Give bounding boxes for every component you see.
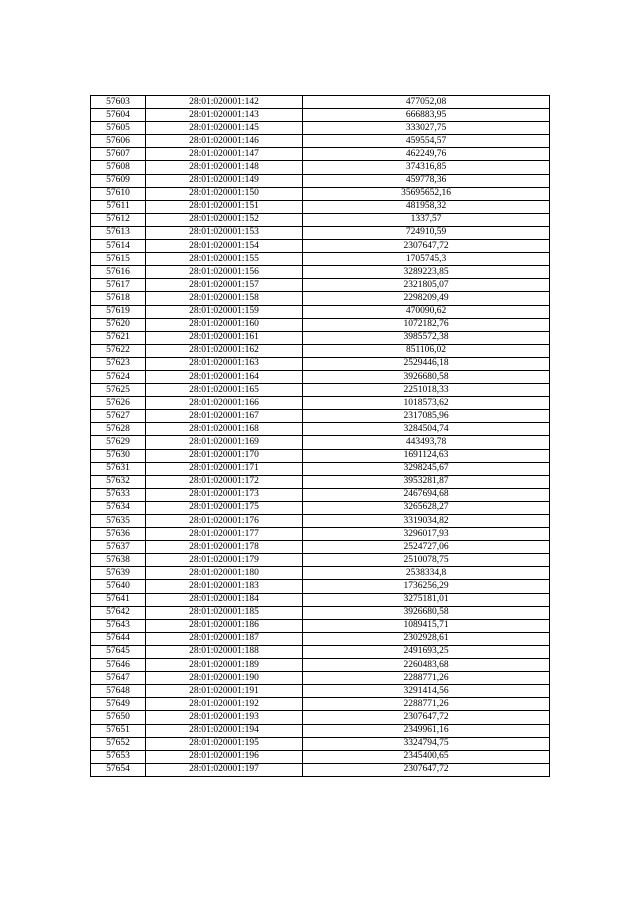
table-row — [91, 318, 550, 331]
row-number-cell: 57640 — [91, 580, 146, 593]
row-number-cell: 57629 — [91, 436, 146, 449]
value-cell: 2288771,26 — [303, 698, 550, 711]
value-cell: 1705745,3 — [303, 253, 550, 266]
value-cell: 1337,57 — [303, 213, 550, 226]
value-cell: 3284504,74 — [303, 423, 550, 436]
row-number-cell: 57609 — [91, 174, 146, 187]
value-cell: 3291414,56 — [303, 685, 550, 698]
row-number-cell: 57621 — [91, 331, 146, 344]
row-number-cell: 57616 — [91, 266, 146, 279]
cadastral-number-cell: 28:01:020001:146 — [146, 135, 303, 148]
value-cell: 2317085,96 — [303, 410, 550, 423]
cadastral-number-cell: 28:01:020001:160 — [146, 318, 303, 331]
value-cell: 3953281,87 — [303, 475, 550, 488]
cadastral-number-cell: 28:01:020001:164 — [146, 370, 303, 383]
row-number-cell: 57627 — [91, 410, 146, 423]
cadastral-number-cell: 28:01:020001:173 — [146, 488, 303, 501]
row-number-cell: 57612 — [91, 213, 146, 226]
table-row — [91, 410, 550, 423]
value-cell: 470090,62 — [303, 305, 550, 318]
row-number-cell: 57607 — [91, 148, 146, 161]
value-cell: 462249,76 — [303, 148, 550, 161]
cadastral-number-cell: 28:01:020001:191 — [146, 685, 303, 698]
row-number-cell: 57641 — [91, 593, 146, 606]
cadastral-value-table — [90, 95, 550, 777]
value-cell: 2298209,49 — [303, 292, 550, 305]
table-row — [91, 370, 550, 383]
table-row — [91, 449, 550, 462]
cadastral-number-cell: 28:01:020001:190 — [146, 672, 303, 685]
cadastral-number-cell: 28:01:020001:170 — [146, 449, 303, 462]
cadastral-number-cell: 28:01:020001:147 — [146, 148, 303, 161]
row-number-cell: 57646 — [91, 659, 146, 672]
table-row — [91, 384, 550, 397]
value-cell: 2321805,07 — [303, 279, 550, 292]
row-number-cell: 57651 — [91, 724, 146, 737]
row-number-cell: 57650 — [91, 711, 146, 724]
row-number-cell: 57649 — [91, 698, 146, 711]
row-number-cell: 57606 — [91, 135, 146, 148]
table-row — [91, 200, 550, 213]
table-row — [91, 96, 550, 109]
cadastral-number-cell: 28:01:020001:184 — [146, 593, 303, 606]
table-row — [91, 436, 550, 449]
row-number-cell: 57619 — [91, 305, 146, 318]
table-row — [91, 462, 550, 475]
table-row — [91, 357, 550, 370]
table-row — [91, 763, 550, 776]
table-row — [91, 593, 550, 606]
cadastral-number-cell: 28:01:020001:151 — [146, 200, 303, 213]
row-number-cell: 57614 — [91, 240, 146, 253]
row-number-cell: 57647 — [91, 672, 146, 685]
cadastral-number-cell: 28:01:020001:189 — [146, 659, 303, 672]
cadastral-number-cell: 28:01:020001:178 — [146, 541, 303, 554]
value-cell: 3275181,01 — [303, 593, 550, 606]
value-cell: 1018573,62 — [303, 397, 550, 410]
value-cell: 3296017,93 — [303, 528, 550, 541]
table-row — [91, 240, 550, 253]
value-cell: 2307647,72 — [303, 711, 550, 724]
table-row — [91, 305, 550, 318]
row-number-cell: 57626 — [91, 397, 146, 410]
row-number-cell: 57653 — [91, 750, 146, 763]
table-row — [91, 174, 550, 187]
row-number-cell: 57624 — [91, 370, 146, 383]
row-number-cell: 57654 — [91, 763, 146, 776]
table-row — [91, 698, 550, 711]
row-number-cell: 57611 — [91, 200, 146, 213]
value-cell: 2491693,25 — [303, 645, 550, 658]
cadastral-number-cell: 28:01:020001:195 — [146, 737, 303, 750]
cadastral-number-cell: 28:01:020001:156 — [146, 266, 303, 279]
cadastral-number-cell: 28:01:020001:179 — [146, 554, 303, 567]
cadastral-number-cell: 28:01:020001:159 — [146, 305, 303, 318]
row-number-cell: 57630 — [91, 449, 146, 462]
value-cell: 2307647,72 — [303, 240, 550, 253]
row-number-cell: 57617 — [91, 279, 146, 292]
row-number-cell: 57622 — [91, 344, 146, 357]
value-cell: 2529446,18 — [303, 357, 550, 370]
value-cell: 3926680,58 — [303, 370, 550, 383]
row-number-cell: 57644 — [91, 632, 146, 645]
row-number-cell: 57633 — [91, 488, 146, 501]
value-cell: 2349961,16 — [303, 724, 550, 737]
cadastral-number-cell: 28:01:020001:155 — [146, 253, 303, 266]
table-row — [91, 672, 550, 685]
table-row — [91, 122, 550, 135]
cadastral-number-cell: 28:01:020001:169 — [146, 436, 303, 449]
table-row — [91, 724, 550, 737]
value-cell: 3985572,38 — [303, 331, 550, 344]
value-cell: 3298245,67 — [303, 462, 550, 475]
table-row — [91, 161, 550, 174]
row-number-cell: 57638 — [91, 554, 146, 567]
table-row — [91, 580, 550, 593]
cadastral-number-cell: 28:01:020001:196 — [146, 750, 303, 763]
value-cell: 459778,36 — [303, 174, 550, 187]
table-row — [91, 148, 550, 161]
row-number-cell: 57634 — [91, 501, 146, 514]
table-row — [91, 554, 550, 567]
cadastral-number-cell: 28:01:020001:188 — [146, 645, 303, 658]
value-cell: 2538334,8 — [303, 567, 550, 580]
row-number-cell: 57623 — [91, 357, 146, 370]
row-number-cell: 57643 — [91, 619, 146, 632]
value-cell: 2510078,75 — [303, 554, 550, 567]
value-cell: 477052,08 — [303, 96, 550, 109]
cadastral-number-cell: 28:01:020001:193 — [146, 711, 303, 724]
value-cell: 2251018,33 — [303, 384, 550, 397]
cadastral-number-cell: 28:01:020001:166 — [146, 397, 303, 410]
cadastral-number-cell: 28:01:020001:154 — [146, 240, 303, 253]
cadastral-number-cell: 28:01:020001:192 — [146, 698, 303, 711]
row-number-cell: 57625 — [91, 384, 146, 397]
row-number-cell: 57605 — [91, 122, 146, 135]
table-row — [91, 737, 550, 750]
row-number-cell: 57610 — [91, 187, 146, 200]
value-cell: 2345400,65 — [303, 750, 550, 763]
row-number-cell: 57603 — [91, 96, 146, 109]
row-number-cell: 57636 — [91, 528, 146, 541]
value-cell: 1736256,29 — [303, 580, 550, 593]
table-row — [91, 135, 550, 148]
cadastral-number-cell: 28:01:020001:161 — [146, 331, 303, 344]
table-row — [91, 567, 550, 580]
cadastral-number-cell: 28:01:020001:176 — [146, 515, 303, 528]
table-row — [91, 711, 550, 724]
value-cell: 3289223,85 — [303, 266, 550, 279]
table-row — [91, 331, 550, 344]
cadastral-number-cell: 28:01:020001:180 — [146, 567, 303, 580]
cadastral-number-cell: 28:01:020001:167 — [146, 410, 303, 423]
table-row — [91, 292, 550, 305]
cadastral-number-cell: 28:01:020001:163 — [146, 357, 303, 370]
value-cell: 851106,02 — [303, 344, 550, 357]
row-number-cell: 57618 — [91, 292, 146, 305]
table-row — [91, 632, 550, 645]
cadastral-number-cell: 28:01:020001:185 — [146, 606, 303, 619]
table-row — [91, 279, 550, 292]
cadastral-number-cell: 28:01:020001:168 — [146, 423, 303, 436]
table-row — [91, 606, 550, 619]
table-row — [91, 659, 550, 672]
cadastral-number-cell: 28:01:020001:152 — [146, 213, 303, 226]
cadastral-number-cell: 28:01:020001:142 — [146, 96, 303, 109]
table-row — [91, 109, 550, 122]
cadastral-number-cell: 28:01:020001:171 — [146, 462, 303, 475]
table-row — [91, 423, 550, 436]
table-row — [91, 645, 550, 658]
table-row — [91, 685, 550, 698]
value-cell: 2260483,68 — [303, 659, 550, 672]
table-row — [91, 397, 550, 410]
cadastral-number-cell: 28:01:020001:148 — [146, 161, 303, 174]
value-cell: 443493,78 — [303, 436, 550, 449]
cadastral-number-cell: 28:01:020001:175 — [146, 501, 303, 514]
cadastral-number-cell: 28:01:020001:194 — [146, 724, 303, 737]
value-cell: 666883,95 — [303, 109, 550, 122]
row-number-cell: 57613 — [91, 226, 146, 239]
value-cell: 3324794,75 — [303, 737, 550, 750]
table-row — [91, 253, 550, 266]
value-cell: 3265628,27 — [303, 501, 550, 514]
table-row — [91, 187, 550, 200]
cadastral-number-cell: 28:01:020001:183 — [146, 580, 303, 593]
cadastral-number-cell: 28:01:020001:197 — [146, 763, 303, 776]
value-cell: 1072182,76 — [303, 318, 550, 331]
row-number-cell: 57648 — [91, 685, 146, 698]
cadastral-number-cell: 28:01:020001:153 — [146, 226, 303, 239]
row-number-cell: 57637 — [91, 541, 146, 554]
row-number-cell: 57642 — [91, 606, 146, 619]
value-cell: 3926680,58 — [303, 606, 550, 619]
cadastral-number-cell: 28:01:020001:186 — [146, 619, 303, 632]
table-row — [91, 213, 550, 226]
table-row — [91, 528, 550, 541]
table-row — [91, 344, 550, 357]
row-number-cell: 57620 — [91, 318, 146, 331]
row-number-cell: 57639 — [91, 567, 146, 580]
table-row — [91, 619, 550, 632]
cadastral-number-cell: 28:01:020001:162 — [146, 344, 303, 357]
value-cell: 1089415,71 — [303, 619, 550, 632]
cadastral-number-cell: 28:01:020001:172 — [146, 475, 303, 488]
value-cell: 724910,59 — [303, 226, 550, 239]
value-cell: 459554,57 — [303, 135, 550, 148]
cadastral-number-cell: 28:01:020001:149 — [146, 174, 303, 187]
row-number-cell: 57635 — [91, 515, 146, 528]
row-number-cell: 57608 — [91, 161, 146, 174]
value-cell: 481958,32 — [303, 200, 550, 213]
cadastral-number-cell: 28:01:020001:157 — [146, 279, 303, 292]
value-cell: 3319034,82 — [303, 515, 550, 528]
value-cell: 2307647,72 — [303, 763, 550, 776]
cadastral-number-cell: 28:01:020001:187 — [146, 632, 303, 645]
table-row — [91, 488, 550, 501]
cadastral-number-cell: 28:01:020001:177 — [146, 528, 303, 541]
value-cell: 2302928,61 — [303, 632, 550, 645]
cadastral-number-cell: 28:01:020001:143 — [146, 109, 303, 122]
cadastral-number-cell: 28:01:020001:145 — [146, 122, 303, 135]
cadastral-number-cell: 28:01:020001:158 — [146, 292, 303, 305]
value-cell: 2467694,68 — [303, 488, 550, 501]
row-number-cell: 57632 — [91, 475, 146, 488]
row-number-cell: 57645 — [91, 645, 146, 658]
value-cell: 374316,85 — [303, 161, 550, 174]
row-number-cell: 57615 — [91, 253, 146, 266]
cadastral-number-cell: 28:01:020001:165 — [146, 384, 303, 397]
value-cell: 333027,75 — [303, 122, 550, 135]
table-row — [91, 501, 550, 514]
value-cell: 2524727,06 — [303, 541, 550, 554]
table-row — [91, 226, 550, 239]
value-cell: 35695652,16 — [303, 187, 550, 200]
row-number-cell: 57628 — [91, 423, 146, 436]
cadastral-number-cell: 28:01:020001:150 — [146, 187, 303, 200]
table-row — [91, 475, 550, 488]
table-row — [91, 515, 550, 528]
value-cell: 2288771,26 — [303, 672, 550, 685]
table-row — [91, 541, 550, 554]
table-row — [91, 266, 550, 279]
value-cell: 1691124,63 — [303, 449, 550, 462]
row-number-cell: 57604 — [91, 109, 146, 122]
row-number-cell: 57652 — [91, 737, 146, 750]
table-body — [91, 96, 550, 777]
row-number-cell: 57631 — [91, 462, 146, 475]
table-row — [91, 750, 550, 763]
